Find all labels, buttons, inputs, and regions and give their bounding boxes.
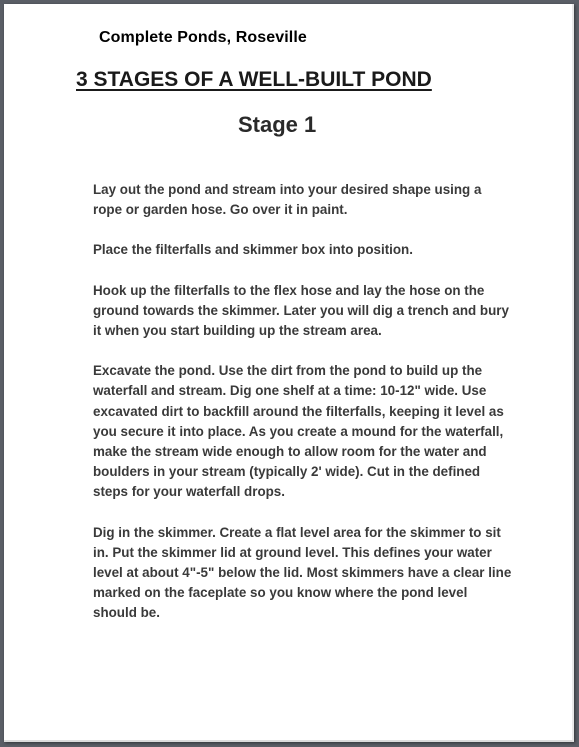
paragraph-hose: Hook up the filterfalls to the flex hose and lay the hose on the ground towards the skimmer. Later you will dig a trench and bury it when you start building up the stream area. xyxy=(93,282,509,339)
document-title: 3 STAGES OF A WELL-BUILT POND xyxy=(76,68,432,91)
paragraph-excavate: Excavate the pond. Use the dirt from the pond to build up the waterfall and stream. Dig one shelf at a time: 10-12" wide. Use excavated dirt to backfill around the filterfalls, keeping it level as you secure it into place. As you create a mound for the waterfall, make the stream wide enough to allow room for the water and boulders in your stream (typically 2' wide). Cut in the defined steps for your waterfall drops. xyxy=(93,363,504,500)
body-text xyxy=(93,180,513,644)
stage-heading: Stage 1 xyxy=(238,112,317,137)
paragraph-placement: Place the filterfalls and skimmer box into position. xyxy=(93,242,413,258)
paragraph-layout: Lay out the pond and stream into your desired shape using a rope or garden hose. Go over it in paint. xyxy=(93,182,482,218)
document-page xyxy=(4,4,574,742)
paragraph-skimmer: Dig in the skimmer. Create a flat level area for the skimmer to sit in. Put the skimmer lid at ground level. This defines your water level at about 4"-5" below the lid. Most skimmers have a clear line marked on the faceplate so you know where the pond level should be. xyxy=(93,524,512,621)
company-label: Complete Ponds, Roseville xyxy=(99,29,307,46)
